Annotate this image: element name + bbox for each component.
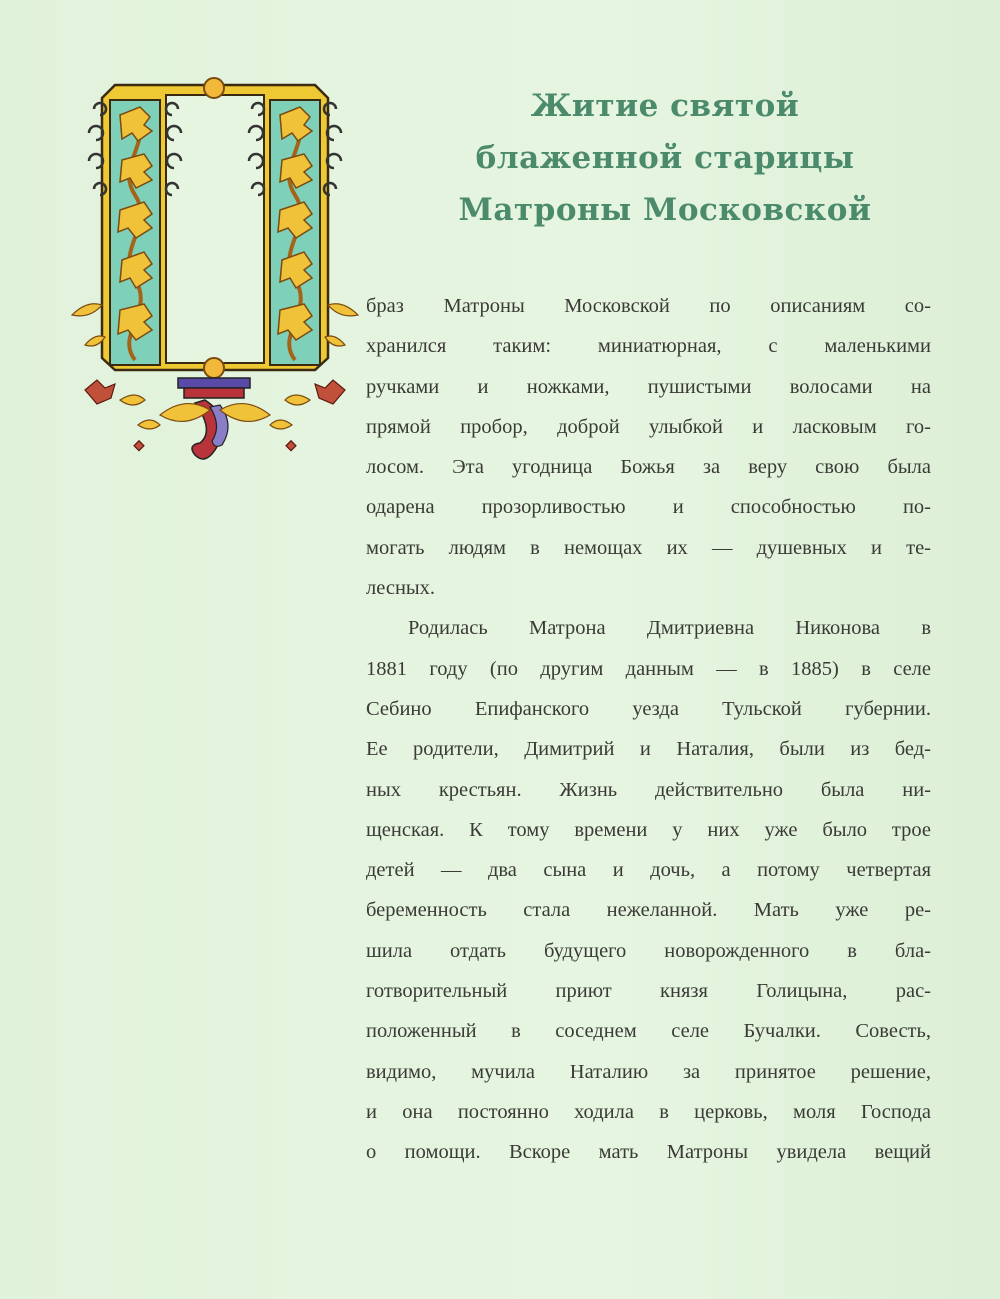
body-text xyxy=(366,286,931,1173)
text-line: беременность стала нежеланной. Мать уже ре- xyxy=(366,899,931,922)
text-line: щенская. К тому времени у них уже было трое xyxy=(366,818,931,841)
text-line: хранился таким: миниатюрная, с маленькими xyxy=(366,335,931,358)
text-line: лесных. xyxy=(366,577,436,600)
text-line: Себино Епифанского уезда Тульской губернии. xyxy=(366,697,931,720)
text-line: браз Матроны Московской по описаниям со- xyxy=(366,295,931,317)
illuminated-drop-cap xyxy=(60,70,370,480)
text-line: прямой пробор, доброй улыбкой и ласковым го- xyxy=(366,415,931,438)
title-line: Житие святой xyxy=(530,88,800,124)
text-line: видимо, мучила Наталию за принятое решение, xyxy=(366,1060,931,1083)
title-line: Матроны Московской xyxy=(458,192,872,228)
text-line: готворительный приют князя Голицына, рас- xyxy=(366,980,931,1003)
text-line: и она постоянно ходила в церковь, моля Господа xyxy=(366,1100,931,1123)
text-line: ручками и ножками, пушистыми волосами на xyxy=(366,375,931,398)
paragraph-1 xyxy=(366,286,931,608)
paragraph-2 xyxy=(366,608,931,1172)
text-line: шила отдать будущего новорожденного в бла- xyxy=(366,939,931,962)
page-title xyxy=(420,80,910,236)
text-line: лосом. Эта угодница Божья за веру свою была xyxy=(366,456,931,479)
text-line: положенный в соседнем селе Бучалки. Совесть, xyxy=(366,1020,931,1043)
text-line: детей — два сына и дочь, а потому четвертая xyxy=(366,859,931,882)
text-line: Родилась Матрона Дмитриевна Никонова в xyxy=(408,617,931,640)
text-line: Ее родители, Димитрий и Наталия, были из бед- xyxy=(366,738,931,761)
text-line: ных крестьян. Жизнь действительно была ни- xyxy=(366,778,931,801)
title-line: блаженной старицы xyxy=(475,140,855,176)
text-line: о помощи. Вскоре мать Матроны увидела вещий xyxy=(366,1141,931,1164)
text-line: одарена прозорливостью и способностью по- xyxy=(366,496,931,519)
text-line: 1881 году (по другим данным — в 1885) в селе xyxy=(366,657,931,680)
text-line: могать людям в немощах их — душевных и те- xyxy=(366,536,931,559)
